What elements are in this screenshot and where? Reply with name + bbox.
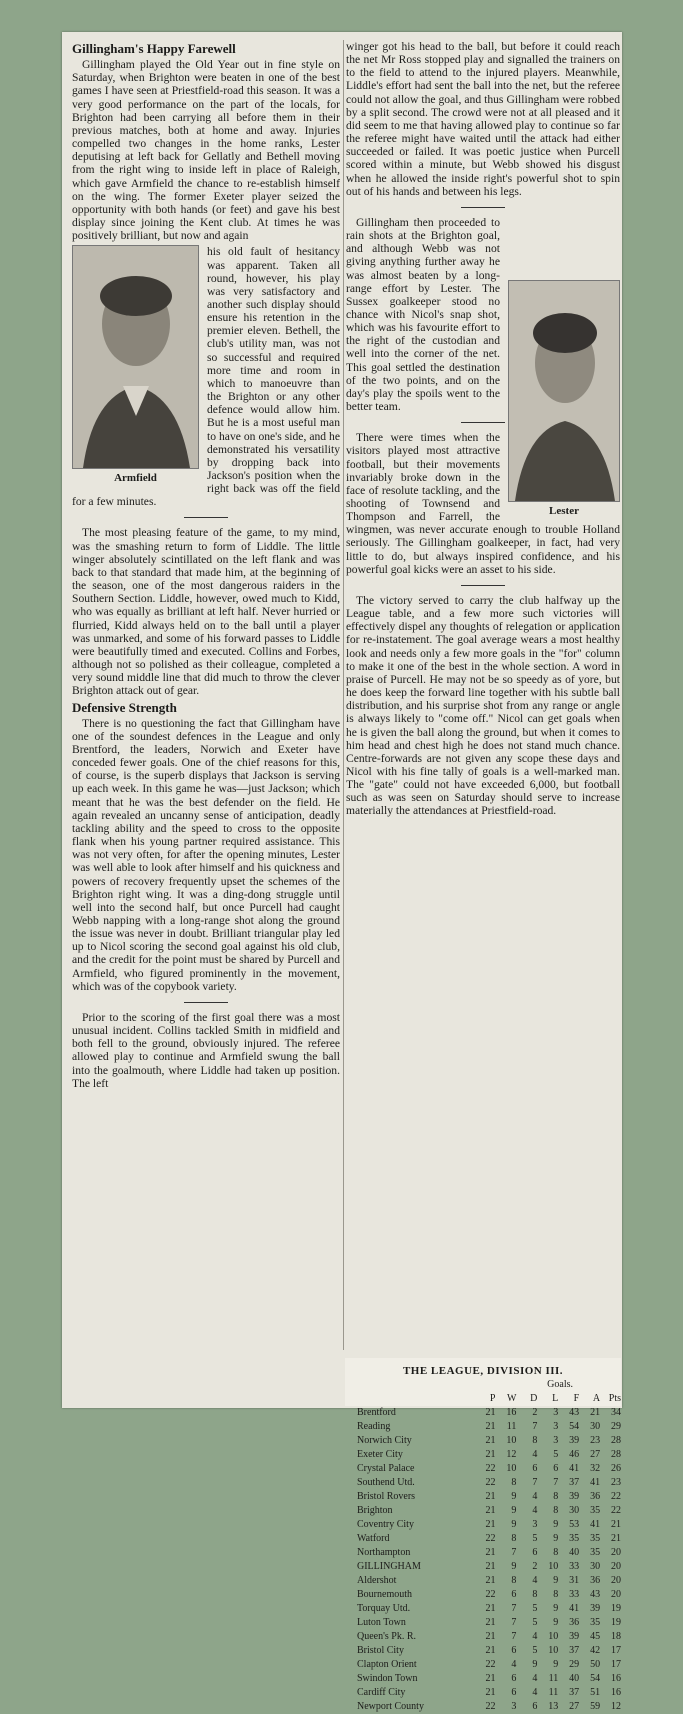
column-divider [343, 40, 344, 1350]
table-row [345, 1476, 621, 1490]
table-cell: 26 [611, 1463, 622, 1474]
table-cell: 43 [590, 1589, 601, 1600]
team-name: Bournemouth [357, 1589, 412, 1600]
table-cell: 13 [548, 1701, 559, 1712]
table-cell: 9 [511, 1561, 517, 1572]
table-cell: 42 [590, 1645, 601, 1656]
table-cell: 21 [485, 1645, 496, 1656]
table-cell: 8 [553, 1589, 559, 1600]
table-cell: 9 [511, 1491, 517, 1502]
table-cell: 6 [532, 1463, 538, 1474]
table-cell: 21 [611, 1519, 622, 1530]
table-row [345, 1406, 621, 1420]
team-name: Cardiff City [357, 1687, 406, 1698]
table-cell: 9 [553, 1519, 559, 1530]
table-cell: 21 [611, 1533, 622, 1544]
table-cell: 6 [511, 1687, 517, 1698]
league-title: THE LEAGUE, DIVISION III. [402, 1365, 564, 1377]
table-cell: 40 [569, 1673, 580, 1684]
table-cell: 51 [590, 1687, 601, 1698]
table-cell: 10 [548, 1561, 559, 1572]
table-cell: 16 [611, 1673, 622, 1684]
table-row [345, 1672, 621, 1686]
table-cell: 22 [611, 1491, 622, 1502]
table-cell: 39 [569, 1631, 580, 1642]
table-cell: 21 [485, 1505, 496, 1516]
table-row [345, 1532, 621, 1546]
table-cell: 9 [553, 1533, 559, 1544]
table-cell: 41 [590, 1519, 601, 1530]
table-cell: 10 [506, 1435, 517, 1446]
team-name: Exeter City [357, 1449, 403, 1460]
table-cell: 3 [553, 1421, 559, 1432]
table-cell: 35 [590, 1617, 601, 1628]
table-cell: 19 [611, 1603, 622, 1614]
table-cell: 9 [511, 1519, 517, 1530]
table-cell: 7 [511, 1617, 517, 1628]
table-cell: 27 [590, 1449, 601, 1460]
table-cell: 36 [590, 1491, 601, 1502]
table-cell: 11 [506, 1421, 517, 1432]
table-cell: 50 [590, 1659, 601, 1670]
team-name: Bristol City [357, 1645, 404, 1656]
table-cell: 36 [569, 1617, 580, 1628]
table-cell: 4 [532, 1449, 538, 1460]
table-cell: 8 [511, 1575, 517, 1586]
table-cell: 21 [485, 1421, 496, 1432]
table-cell: 45 [590, 1631, 601, 1642]
portrait-image [73, 246, 199, 468]
team-name: Aldershot [357, 1575, 397, 1586]
team-name: Clapton Orient [357, 1659, 417, 1670]
table-cell: 21 [485, 1673, 496, 1684]
table-cell: 6 [532, 1701, 538, 1712]
table-row [345, 1616, 621, 1630]
column-header: A [592, 1393, 601, 1404]
table-cell: 3 [553, 1407, 559, 1418]
table-cell: 21 [485, 1687, 496, 1698]
table-cell: 16 [611, 1687, 622, 1698]
table-row [345, 1630, 621, 1644]
armfield-caption: Armfield [114, 472, 157, 485]
table-cell: 35 [590, 1533, 601, 1544]
table-cell: 33 [569, 1561, 580, 1572]
table-cell: 39 [569, 1491, 580, 1502]
team-name: Southend Utd. [357, 1477, 415, 1488]
team-name: Reading [357, 1421, 391, 1432]
table-cell: 21 [485, 1435, 496, 1446]
table-cell: 46 [569, 1449, 580, 1460]
table-cell: 54 [569, 1421, 580, 1432]
column-header: D [530, 1393, 538, 1404]
table-cell: 9 [511, 1505, 517, 1516]
table-row [345, 1602, 621, 1616]
team-name: Bristol Rovers [357, 1491, 416, 1502]
table-cell: 3 [532, 1519, 538, 1530]
table-cell: 5 [532, 1603, 538, 1614]
table-cell: 9 [532, 1659, 538, 1670]
team-name: Queen's Pk. R. [357, 1631, 417, 1642]
table-cell: 4 [532, 1631, 538, 1642]
table-cell: 11 [548, 1687, 559, 1698]
table-cell: 6 [511, 1589, 517, 1600]
table-cell: 36 [590, 1575, 601, 1586]
lester-photo [508, 280, 620, 502]
table-cell: 3 [553, 1435, 559, 1446]
table-cell: 30 [569, 1505, 580, 1516]
table-cell: 8 [532, 1435, 538, 1446]
table-cell: 33 [569, 1589, 580, 1600]
table-header [345, 1392, 621, 1406]
team-name: GILLINGHAM [357, 1561, 421, 1572]
table-cell: 8 [553, 1491, 559, 1502]
table-row [345, 1560, 621, 1574]
table-cell: 2 [532, 1561, 538, 1572]
table-cell: 21 [485, 1547, 496, 1558]
table-cell: 9 [553, 1659, 559, 1670]
table-cell: 39 [569, 1435, 580, 1446]
table-cell: 37 [569, 1477, 580, 1488]
section-rule [461, 207, 505, 208]
table-cell: 23 [590, 1435, 601, 1446]
table-cell: 21 [485, 1449, 496, 1460]
defensive-paragraph: There is no questioning the fact that Gillingham have one of the soundest defences in the League and only Brentford, the leaders, Norwich and Exeter have conceded fewer goals. One of the chief reasons for this, of course, is the superb displays that Jackson is serving up each week. In this game he was—just Jackson; which meant that he was the best defender on the field. He again revealed an uncanny sense of anticipation, deadly tackling ability and the speed to cross to the opposite flank when his young partner required assistance. This was not very often, for after the opening minutes, Lester was well able to look after himself and his quickness and powers of recovery frequently upset the schemes of the Brighton right wing. It was a ding-dong struggle until well into the second half, but once Purcell had caught Webb napping with a long-range shot along the ground the issue was never in doubt. Brilliant triangular play led up to Nicol scoring the second goal against his old club, and the credit for the point must be shared by Purcell and Armfield, who figured prominently in the movement, which was of the copybook variety. [72, 716, 340, 993]
table-cell: 7 [553, 1477, 559, 1488]
table-cell: 6 [511, 1645, 517, 1656]
headline: Gillingham's Happy Farewell [72, 41, 236, 56]
team-name: Crystal Palace [357, 1463, 415, 1474]
column-header: F [573, 1393, 580, 1404]
table-row [345, 1504, 621, 1518]
column-header: W [506, 1393, 517, 1404]
team-name: Torquay Utd. [357, 1603, 411, 1614]
team-name: Watford [357, 1533, 390, 1544]
table-cell: 20 [611, 1547, 622, 1558]
table-cell: 41 [569, 1603, 580, 1614]
table-cell: 35 [590, 1547, 601, 1558]
table-cell: 23 [611, 1477, 622, 1488]
continuation-paragraph: winger got his head to the ball, but before it could reach the net Mr Ross stopped play and signalled the trainers on to the field to attend to the injured players. Meanwhile, Liddle's effort had sent the ball into the net, but the referee could not allow the goal, and thus Gillingham were robbed by a split second. The crowd were not at all pleased and it did seem to me that having allowed play to continue so far the referee might have waited until the attack had either succeeded or failed. It was poetic justice when Purcell scored within a minute, but Webb showed his disgust when he allowed the inside right's powerful shot to spin out of his hands and between his legs. [346, 40, 620, 198]
table-cell: 5 [532, 1617, 538, 1628]
table-cell: 6 [553, 1463, 559, 1474]
table-cell: 8 [553, 1547, 559, 1558]
table-cell: 20 [611, 1575, 622, 1586]
table-cell: 31 [569, 1575, 580, 1586]
table-cell: 19 [611, 1617, 622, 1628]
table-cell: 21 [485, 1603, 496, 1614]
table-cell: 59 [590, 1701, 601, 1712]
table-row [345, 1588, 621, 1602]
table-row [345, 1420, 621, 1434]
incident-paragraph: Prior to the scoring of the first goal there was a most unusual incident. Collins tackled Smith in midfield and both fell to the ground, obviously injured. The referee allowed play to continue and Armfield swung the ball into the goalmouth, where Liddle had taken up position. The left [72, 1010, 340, 1090]
table-cell: 10 [548, 1645, 559, 1656]
table-cell: 17 [611, 1645, 622, 1656]
table-row [345, 1686, 621, 1700]
table-cell: 17 [611, 1659, 622, 1670]
table-row [345, 1448, 621, 1462]
table-row [345, 1700, 621, 1714]
table-cell: 21 [485, 1407, 496, 1418]
portrait-image [509, 281, 620, 501]
table-cell: 22 [485, 1701, 496, 1712]
table-cell: 5 [532, 1645, 538, 1656]
table-cell: 30 [590, 1421, 601, 1432]
table-cell: 32 [590, 1463, 601, 1474]
table-cell: 37 [569, 1687, 580, 1698]
team-name: Brighton [357, 1505, 393, 1516]
table-cell: 6 [532, 1547, 538, 1558]
table-cell: 22 [611, 1505, 622, 1516]
section-rule [184, 1002, 228, 1003]
visitors-paragraph: There were times when the visitors played most attractive football, but their movements invariably broke down in the face of resolute tackling, and the shooting of Townsend and Thompson and Farrell, the wingmen, was never accurate enough to trouble Holland seriously. The Gillingham goalkeeper, in fact, had very little to do, but always inspired confidence, and his powerful goal kicks were an asset to his side. [346, 431, 620, 576]
table-cell: 4 [532, 1673, 538, 1684]
table-row [345, 1644, 621, 1658]
team-name: Swindon Town [357, 1673, 418, 1684]
right-column [346, 40, 620, 821]
table-cell: 53 [569, 1519, 580, 1530]
table-cell: 22 [485, 1463, 496, 1474]
column-header: P [489, 1393, 496, 1404]
table-cell: 9 [553, 1617, 559, 1628]
table-cell: 54 [590, 1673, 601, 1684]
table-cell: 28 [611, 1435, 622, 1446]
table-cell: 10 [548, 1631, 559, 1642]
table-cell: 7 [511, 1603, 517, 1614]
table-cell: 9 [553, 1575, 559, 1586]
defensive-subhead: Defensive Strength [72, 699, 177, 715]
section-rule [184, 517, 228, 518]
victory-paragraph: The victory served to carry the club halfway up the League table, and a few more such victories will effectively dispel any thoughts of relegation or application for re-instatement. The goal average wears a most healthy look and needs only a few more goals in the "for" column to make it one of the best in the whole section. A word in praise of Purcell. He may not be so speedy as of yore, but he does keep the forward line together with his subtle ball distribution, and his surprise shot from any range or angle is always likely to "come off." Nicol can get goals when he is given the ball along the ground, but when it comes to him head and chest high he does not stand much chance. Centre-forwards are not given any scope these days and Nicol with his fine tally of goals is a well-marked man. The "gate" could not have exceeded 6,000, but football such as was seen on Saturday should serve to increase materially the attendances at Priestfield-road. [346, 593, 620, 818]
lester-caption: Lester [549, 504, 579, 517]
table-cell: 20 [611, 1589, 622, 1600]
team-name: Luton Town [357, 1617, 406, 1628]
table-cell: 35 [590, 1505, 601, 1516]
table-cell: 4 [532, 1491, 538, 1502]
table-cell: 40 [569, 1547, 580, 1558]
table-cell: 21 [485, 1519, 496, 1530]
table-cell: 5 [553, 1449, 559, 1460]
table-cell: 4 [532, 1687, 538, 1698]
table-cell: 29 [611, 1421, 622, 1432]
table-row [345, 1574, 621, 1588]
table-cell: 4 [511, 1659, 517, 1670]
team-name: Brentford [357, 1407, 396, 1418]
table-cell: 9 [553, 1603, 559, 1614]
team-name: Norwich City [357, 1435, 412, 1446]
table-cell: 7 [532, 1421, 538, 1432]
table-cell: 8 [511, 1477, 517, 1488]
table-cell: 22 [485, 1477, 496, 1488]
table-cell: 34 [611, 1407, 622, 1418]
table-cell: 37 [569, 1645, 580, 1656]
table-row [345, 1490, 621, 1504]
table-cell: 21 [590, 1407, 601, 1418]
table-cell: 20 [611, 1561, 622, 1572]
section-rule [461, 585, 505, 586]
team-name: Newport County [357, 1701, 424, 1712]
table-cell: 2 [532, 1407, 538, 1418]
table-cell: 30 [590, 1561, 601, 1572]
table-cell: 27 [569, 1701, 580, 1712]
table-cell: 22 [485, 1589, 496, 1600]
team-name: Coventry City [357, 1519, 414, 1530]
table-cell: 22 [485, 1533, 496, 1544]
table-cell: 29 [569, 1659, 580, 1670]
table-cell: 8 [532, 1589, 538, 1600]
table-cell: 41 [569, 1463, 580, 1474]
table-cell: 4 [532, 1505, 538, 1516]
column-header: Pts [608, 1393, 622, 1404]
table-cell: 11 [548, 1673, 559, 1684]
intro-part-1: Gillingham played the Old Year out in fine style on Saturday, when Brighton were beaten in one of the best games I have seen at Priestfield-road this season. It was a very good performance on the part of the locals, for Brighton had been carrying all before them in their previous matches, both at home and away. Injuries compelled two changes in the home ranks, Lester deputising at left back for Gellatly and Bethell moving from the right wing to inside left in place of Raleigh, which gave Armfield the chance to re-establish himself on the wing. The former Exeter player seized the opportunity with both hands (or feet) and gave his best display since joining the Kent club. At times he was positively brilliant, but now and again [72, 58, 340, 243]
table-cell: 8 [511, 1533, 517, 1544]
table-cell: 3 [511, 1701, 517, 1712]
table-row [345, 1434, 621, 1448]
table-cell: 35 [569, 1533, 580, 1544]
table-cell: 21 [485, 1617, 496, 1628]
liddle-paragraph: The most pleasing feature of the game, to my mind, was the smashing return to form of Liddle. The little winger absolutely scintillated on the left flank and was back to that standard that made him, at the beginning of the season, one of the most dangerous raiders in the Southern Section. Liddle, however, owed much to Kidd, who was equally as brilliant at left half. Never hurried or flurried, Kidd always held on to the ball until a player was unmarked, and some of his forward passes to Liddle were beautifully timed and executed. Collins and Forbes, although not so polished as their colleague, completed a very sound middle line that did much to throw the clever Brighton attack out of gear. [72, 526, 340, 698]
table-cell: 21 [485, 1491, 496, 1502]
table-row [345, 1546, 621, 1560]
table-cell: 16 [506, 1407, 517, 1418]
armfield-photo-figure [72, 245, 199, 485]
second-goal-paragraph: Gillingham then proceeded to rain shots at the Brighton goal, and although Webb was not giving anything further away he was almost beaten by a long-range effort by Lester. The Sussex goalkeeper stood no chance with Nicol's snap shot, which was his favourite effort to the right of the custodian and well into the corner of the net. This goal settled the destination of the two points, and on the day's play the spoils went to the better team. [346, 215, 500, 414]
table-row [345, 1462, 621, 1476]
table-cell: 39 [590, 1603, 601, 1614]
section-rule [461, 422, 505, 423]
table-cell: 12 [506, 1449, 517, 1460]
table-cell: 7 [511, 1547, 517, 1558]
armfield-photo [72, 245, 199, 469]
intro-part-2: his old fault of hesitancy was apparent. Taken all round, however, his play was very satisfactory and another such display should ensure his retention in the premier eleven. Bethell, the club's utility man, was not so successful and required more time and room in which to manoeuvre than the Brighton or any other defence would allow him. But he is a most useful man to have on one's side, and he demonstrated his versatility by dropping back into Jackson's position when the right back was off the field for a few minutes. [72, 245, 340, 509]
table-cell: 21 [485, 1631, 496, 1642]
table-cell: 28 [611, 1449, 622, 1460]
table-cell: 12 [611, 1701, 622, 1712]
table-cell: 7 [511, 1631, 517, 1642]
table-row [345, 1658, 621, 1672]
goals-label: Goals. [547, 1379, 573, 1390]
table-cell: 43 [569, 1407, 580, 1418]
table-cell: 21 [485, 1561, 496, 1572]
league-table [345, 1358, 622, 1712]
table-row [345, 1518, 621, 1532]
table-cell: 7 [532, 1477, 538, 1488]
left-column [72, 40, 340, 1093]
table-cell: 8 [553, 1505, 559, 1516]
table-cell: 21 [485, 1575, 496, 1586]
table-cell: 4 [532, 1575, 538, 1586]
table-cell: 41 [590, 1477, 601, 1488]
table-cell: 5 [532, 1533, 538, 1544]
table-cell: 22 [485, 1659, 496, 1670]
lester-photo-figure [508, 280, 620, 518]
table-cell: 18 [611, 1631, 622, 1642]
team-name: Northampton [357, 1547, 411, 1558]
column-header: L [552, 1393, 559, 1404]
table-cell: 10 [506, 1463, 517, 1474]
table-cell: 6 [511, 1673, 517, 1684]
